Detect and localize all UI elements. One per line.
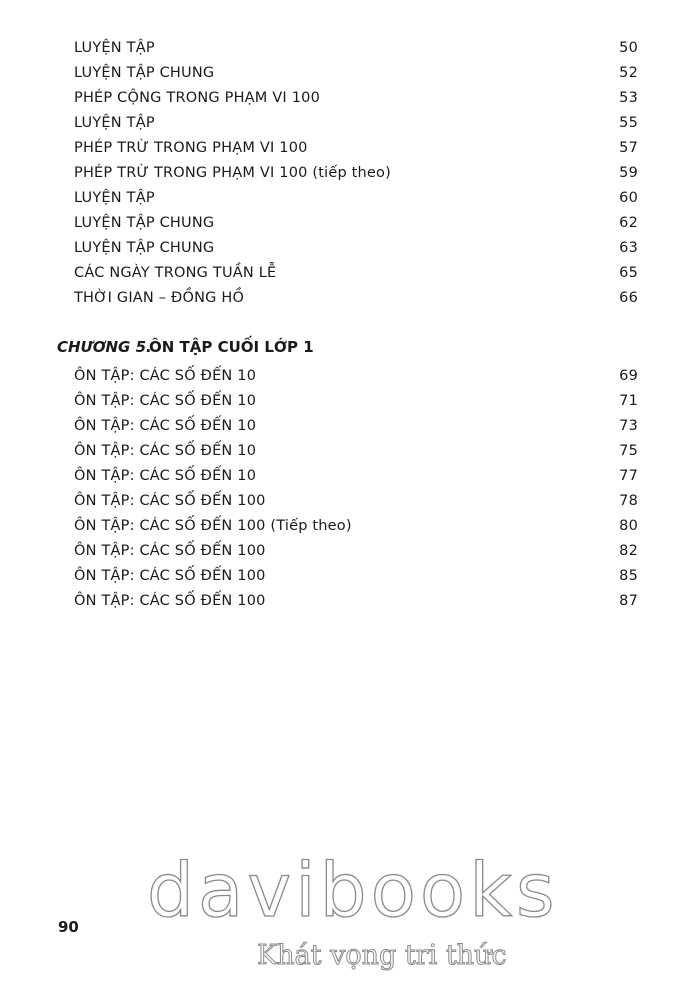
toc-entry[interactable] [74,443,638,465]
toc-entry-title: ÔN TẬP: CÁC SỐ ĐẾN 100 [74,568,266,584]
toc-entry[interactable] [74,165,638,187]
toc-entry[interactable] [74,90,638,112]
toc-entry-page: 50 [619,40,638,56]
toc-entry-page: 66 [619,290,638,306]
toc-entry-title: LUYỆN TẬP CHUNG [74,65,215,81]
toc-entry-title: CÁC NGÀY TRONG TUẦN LỄ [74,265,277,281]
toc-entry-page: 87 [619,593,638,609]
toc-entry-title: LUYỆN TẬP [74,190,155,206]
toc-entry[interactable] [74,468,638,490]
toc-entry-page: 60 [619,190,638,206]
toc-entry-title: LUYỆN TẬP [74,40,155,56]
toc-entry-title: LUYỆN TẬP [74,115,155,131]
toc-entry-page: 78 [619,493,638,509]
toc-entry-title: ÔN TẬP: CÁC SỐ ĐẾN 100 [74,593,266,609]
toc-entry[interactable] [74,265,638,287]
toc-entry-title: ÔN TẬP: CÁC SỐ ĐẾN 10 [74,468,257,484]
toc-entry-page: 57 [619,140,638,156]
toc-entry-page: 59 [619,165,638,181]
toc-entry[interactable] [74,543,638,565]
toc-entry[interactable] [74,518,638,540]
toc-entry-title: PHÉP CỘNG TRONG PHẠM VI 100 [74,90,320,106]
toc-entry[interactable] [74,493,638,515]
toc-entry-page: 75 [619,443,638,459]
toc-entry-page: 82 [619,543,638,559]
chapter-number: CHƯƠNG 5. [57,338,152,356]
toc-entry-title: ÔN TẬP: CÁC SỐ ĐẾN 10 [74,443,257,459]
toc-entry[interactable] [74,593,638,615]
watermark-slogan: Khát vọng tri thức [257,940,507,971]
toc-entry[interactable] [74,568,638,590]
watermark-brand: davibooks [147,848,559,934]
toc-entry-title: LUYỆN TẬP CHUNG [74,215,215,231]
toc-entry[interactable] [74,140,638,162]
toc-entry[interactable] [74,65,638,87]
toc-entry-page: 65 [619,265,638,281]
toc-entry[interactable] [74,418,638,440]
toc-entry-page: 53 [619,90,638,106]
toc-entry-page: 52 [619,65,638,81]
toc-entry-title: PHÉP TRỪ TRONG PHẠM VI 100 (tiếp theo) [74,165,391,181]
chapter-heading[interactable] [57,338,314,356]
toc-entry[interactable] [74,40,638,62]
toc-entry-title: ÔN TẬP: CÁC SỐ ĐẾN 10 [74,393,257,409]
toc-entry[interactable] [74,290,638,312]
toc-entry[interactable] [74,215,638,237]
page-number: 90 [58,918,79,936]
watermark-logo [147,848,559,978]
toc-entry-title: LUYỆN TẬP CHUNG [74,240,215,256]
toc-entry-title: ÔN TẬP: CÁC SỐ ĐẾN 10 [74,368,257,384]
toc-entry[interactable] [74,368,638,390]
toc-entry-page: 63 [619,240,638,256]
toc-entry-page: 71 [619,393,638,409]
toc-entry-title: ÔN TẬP: CÁC SỐ ĐẾN 100 [74,493,266,509]
toc-entry-title: PHÉP TRỪ TRONG PHẠM VI 100 [74,140,308,156]
toc-entry[interactable] [74,393,638,415]
toc-entry-page: 69 [619,368,638,384]
toc-entry-page: 55 [619,115,638,131]
toc-entry-page: 80 [619,518,638,534]
toc-entry-page: 62 [619,215,638,231]
toc-entry-title: ÔN TẬP: CÁC SỐ ĐẾN 100 (Tiếp theo) [74,518,352,534]
toc-entry[interactable] [74,240,638,262]
toc-entry-title: ÔN TẬP: CÁC SỐ ĐẾN 10 [74,418,257,434]
chapter-title: ÔN TẬP CUỐI LỚP 1 [149,338,314,356]
toc-entry-title: THỜI GIAN – ĐỒNG HỒ [74,290,245,306]
toc-entry-title: ÔN TẬP: CÁC SỐ ĐẾN 100 [74,543,266,559]
toc-entry-page: 73 [619,418,638,434]
toc-entry[interactable] [74,190,638,212]
toc-entry-page: 77 [619,468,638,484]
toc-entry[interactable] [74,115,638,137]
toc-entry-page: 85 [619,568,638,584]
